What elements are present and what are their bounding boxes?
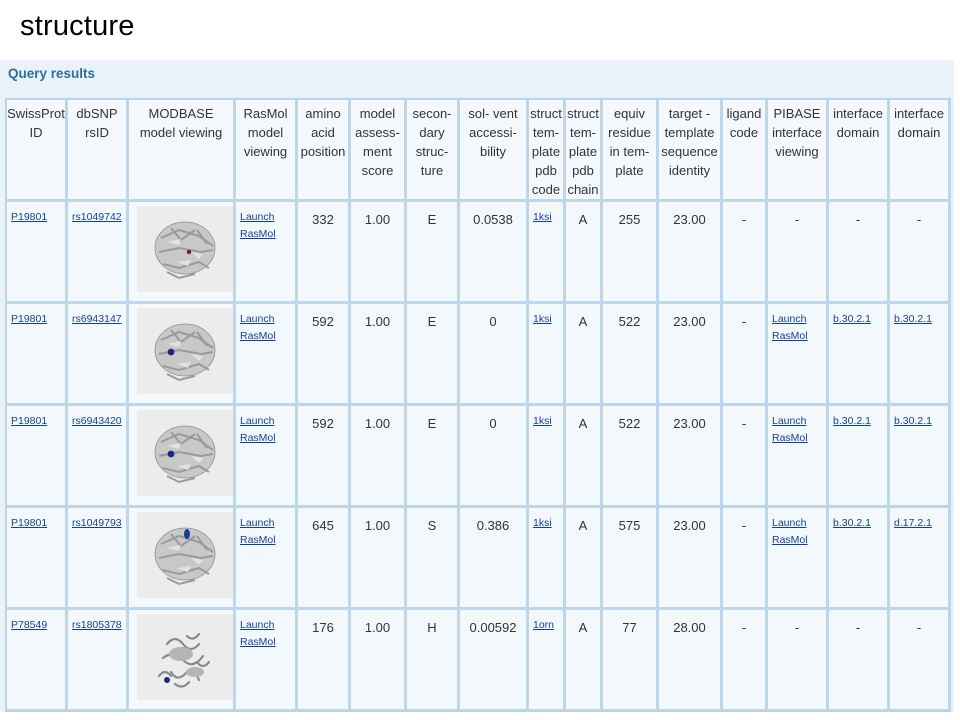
rasmol-launch-link[interactable]: Launch bbox=[240, 517, 275, 529]
rasmol-rasmol-link[interactable]: RasMol bbox=[240, 228, 276, 240]
solvent-accessibility: 0 bbox=[489, 416, 497, 431]
model-assessment-score: 1.00 bbox=[364, 212, 391, 227]
model-assessment-score: 1.00 bbox=[364, 314, 391, 329]
template-pdb-chain: A bbox=[578, 620, 588, 635]
pibase-launch-link[interactable]: Launch bbox=[772, 313, 807, 325]
interface-domain: - bbox=[916, 620, 922, 635]
equiv-residue: 255 bbox=[618, 212, 641, 227]
column-header: sol- vent accessi- bility bbox=[459, 99, 528, 201]
template-pdb-code-link[interactable]: 1ksi bbox=[533, 415, 552, 427]
amino-acid-position: 176 bbox=[312, 620, 334, 635]
secondary-structure: H bbox=[427, 620, 437, 635]
swissprot-id-link[interactable]: P19801 bbox=[11, 517, 48, 529]
rasmol-rasmol-link[interactable]: RasMol bbox=[240, 330, 276, 342]
results-table bbox=[5, 98, 951, 712]
section-title: Query results bbox=[8, 66, 96, 81]
column-header: MODBASE model viewing bbox=[128, 99, 235, 201]
equiv-residue: 522 bbox=[618, 314, 641, 329]
rasmol-rasmol-link[interactable]: RasMol bbox=[240, 636, 276, 648]
sequence-identity: 23.00 bbox=[673, 212, 706, 227]
template-pdb-code-link[interactable]: 1ksi bbox=[533, 211, 552, 223]
amino-acid-position: 332 bbox=[312, 212, 334, 227]
slide-title: structure bbox=[20, 10, 135, 42]
template-pdb-chain: A bbox=[578, 314, 588, 329]
table-row bbox=[6, 303, 950, 405]
protein-structure-thumbnail[interactable] bbox=[137, 410, 233, 496]
amino-acid-position: 592 bbox=[312, 314, 334, 329]
template-pdb-code-link[interactable]: 1ksi bbox=[533, 313, 552, 325]
rasmol-launch-link[interactable]: Launch bbox=[240, 415, 275, 427]
query-results-panel bbox=[0, 60, 960, 712]
model-assessment-score: 1.00 bbox=[364, 620, 391, 635]
swissprot-id-link[interactable]: P19801 bbox=[11, 313, 48, 325]
column-header: SwissProt ID bbox=[6, 99, 67, 201]
template-pdb-chain: A bbox=[578, 212, 588, 227]
swissprot-id-link[interactable]: P78549 bbox=[11, 619, 48, 631]
interface-domain: - bbox=[855, 620, 861, 635]
column-header: PIBASE interface viewing bbox=[767, 99, 828, 201]
column-header: dbSNP rsID bbox=[67, 99, 128, 201]
interface-domain-link[interactable]: d.17.2.1 bbox=[894, 517, 932, 529]
dbsnp-rsid-link[interactable]: rs1805378 bbox=[72, 619, 122, 631]
interface-domain-link[interactable]: b.30.2.1 bbox=[894, 415, 932, 427]
interface-domain-link[interactable]: b.30.2.1 bbox=[833, 517, 871, 529]
pibase-launch-link[interactable]: Launch bbox=[772, 517, 807, 529]
protein-structure-thumbnail[interactable] bbox=[137, 512, 233, 598]
secondary-structure: E bbox=[427, 212, 437, 227]
rasmol-launch-link[interactable]: Launch bbox=[240, 211, 275, 223]
secondary-structure: S bbox=[427, 518, 437, 533]
amino-acid-position: 645 bbox=[312, 518, 334, 533]
pibase-interface-viewing: - bbox=[794, 620, 800, 635]
column-header: ligand code bbox=[722, 99, 767, 201]
pibase-launch-link[interactable]: Launch bbox=[772, 415, 807, 427]
template-pdb-chain: A bbox=[578, 518, 588, 533]
template-pdb-chain: A bbox=[578, 416, 588, 431]
interface-domain: - bbox=[916, 212, 922, 227]
sequence-identity: 23.00 bbox=[673, 416, 706, 431]
column-header: interface domain bbox=[889, 99, 950, 201]
column-header: struct tem- plate pdb code bbox=[528, 99, 565, 201]
ligand-code: - bbox=[741, 518, 747, 533]
column-header: RasMol model viewing bbox=[235, 99, 297, 201]
table-header-row bbox=[6, 99, 950, 201]
rasmol-rasmol-link[interactable]: RasMol bbox=[240, 432, 276, 444]
solvent-accessibility: 0.00592 bbox=[469, 620, 517, 635]
column-header: equiv residue in tem- plate bbox=[602, 99, 658, 201]
model-assessment-score: 1.00 bbox=[364, 416, 391, 431]
equiv-residue: 77 bbox=[622, 620, 637, 635]
interface-domain: - bbox=[855, 212, 861, 227]
table-row bbox=[6, 609, 950, 711]
table-row bbox=[6, 201, 950, 303]
column-header: amino acid position bbox=[297, 99, 350, 201]
pibase-rasmol-link[interactable]: RasMol bbox=[772, 330, 808, 342]
protein-structure-thumbnail[interactable] bbox=[137, 614, 233, 700]
dbsnp-rsid-link[interactable]: rs6943147 bbox=[72, 313, 122, 325]
sequence-identity: 23.00 bbox=[673, 518, 706, 533]
pibase-rasmol-link[interactable]: RasMol bbox=[772, 534, 808, 546]
table-row bbox=[6, 405, 950, 507]
template-pdb-code-link[interactable]: 1orn bbox=[533, 619, 555, 631]
sequence-identity: 23.00 bbox=[673, 314, 706, 329]
rasmol-launch-link[interactable]: Launch bbox=[240, 619, 275, 631]
rasmol-launch-link[interactable]: Launch bbox=[240, 313, 275, 325]
equiv-residue: 575 bbox=[618, 518, 641, 533]
solvent-accessibility: 0.386 bbox=[476, 518, 510, 533]
dbsnp-rsid-link[interactable]: rs1049742 bbox=[72, 211, 122, 223]
ligand-code: - bbox=[741, 416, 747, 431]
ligand-code: - bbox=[741, 620, 747, 635]
interface-domain-link[interactable]: b.30.2.1 bbox=[894, 313, 932, 325]
template-pdb-code-link[interactable]: 1ksi bbox=[533, 517, 552, 529]
column-header: target - template sequence identity bbox=[658, 99, 722, 201]
pibase-rasmol-link[interactable]: RasMol bbox=[772, 432, 808, 444]
ligand-code: - bbox=[741, 212, 747, 227]
rasmol-rasmol-link[interactable]: RasMol bbox=[240, 534, 276, 546]
dbsnp-rsid-link[interactable]: rs1049793 bbox=[72, 517, 122, 529]
dbsnp-rsid-link[interactable]: rs6943420 bbox=[72, 415, 122, 427]
protein-structure-thumbnail[interactable] bbox=[137, 206, 233, 292]
model-assessment-score: 1.00 bbox=[364, 518, 391, 533]
protein-structure-thumbnail[interactable] bbox=[137, 308, 233, 394]
column-header: model assess- ment score bbox=[350, 99, 406, 201]
swissprot-id-link[interactable]: P19801 bbox=[11, 415, 48, 427]
ligand-code: - bbox=[741, 314, 747, 329]
column-header: interface domain bbox=[828, 99, 889, 201]
sequence-identity: 28.00 bbox=[673, 620, 706, 635]
secondary-structure: E bbox=[427, 314, 437, 329]
pibase-interface-viewing: - bbox=[794, 212, 800, 227]
secondary-structure: E bbox=[427, 416, 437, 431]
interface-domain-link[interactable]: b.30.2.1 bbox=[833, 415, 871, 427]
solvent-accessibility: 0.0538 bbox=[473, 212, 513, 227]
panel-edge bbox=[954, 60, 960, 712]
interface-domain-link[interactable]: b.30.2.1 bbox=[833, 313, 871, 325]
column-header: secon- dary struc- ture bbox=[406, 99, 459, 201]
table-row bbox=[6, 507, 950, 609]
column-header: struct tem- plate pdb chain bbox=[565, 99, 602, 201]
swissprot-id-link[interactable]: P19801 bbox=[11, 211, 48, 223]
amino-acid-position: 592 bbox=[312, 416, 334, 431]
equiv-residue: 522 bbox=[618, 416, 641, 431]
solvent-accessibility: 0 bbox=[489, 314, 497, 329]
